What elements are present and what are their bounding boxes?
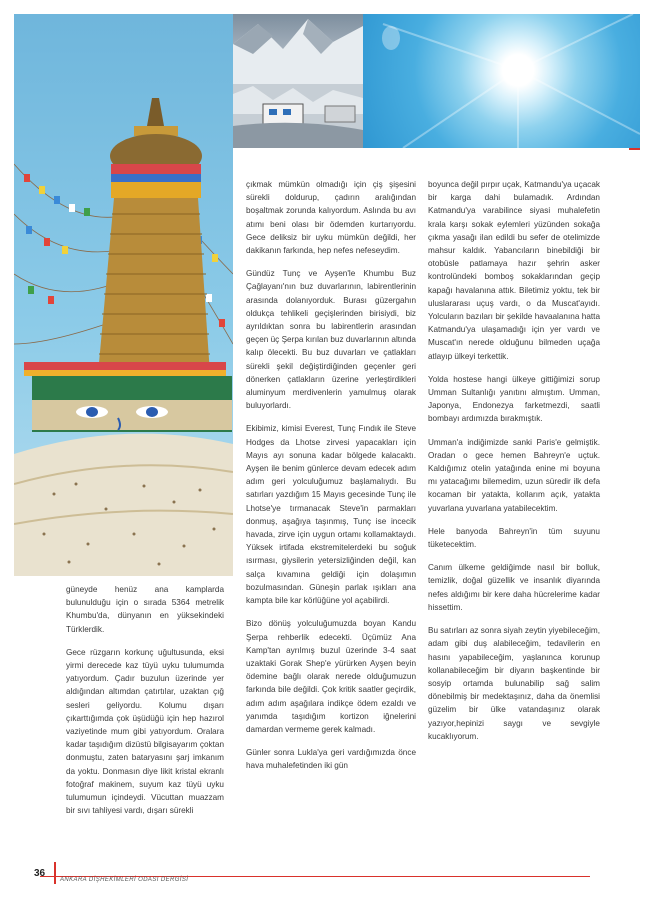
footer-tick bbox=[54, 862, 56, 884]
stupa-photo bbox=[14, 14, 233, 576]
paragraph: Ekibimiz, kimisi Everest, Tunç Fındık ile Steve Hodges da Lhotse zirvesi yapacakları için Mayıs ayı sonuna kadar bölgede kalacaktı. Ayşen ile benim günlerce devam edecek adım adım geri yolculuğumuz başlamalıydı. Bu satırları yazdığım 15 Mayıs gecesinde Tunç ile Lhotse'ye tırmanacak Steve'in parmakları donmuş, aşağıya taşınmış, Tunç ise incecik havada, zirve için uygun ortamı kollamaktaydı. Yüksek irtifada ekstremitelerdeki bu soğuk ısırması, giysilerin yetersizliğinden değil, kan salça kıvamına geldiği için dolaşımın bozulmasından. Güneşin parlak ışıkları ana kampta bile kar körlüğüne yol açabilirdi. bbox=[246, 424, 416, 606]
paragraph: Günler sonra Lukla'ya geri vardığımızda önce hava muhalefetinden iki gün bbox=[246, 748, 416, 771]
paragraph: Umman'a indiğimizde sanki Paris'e gelmiştik. Oradan o gece hemen Bahreyn'e uçtuk. Kaldığımız otelin yatağında enine mi boyuna mı yatacağımı bilemedim, uzun süredir ilk defa kocaman bir yatakta, kollarım açık, yatakta yuvarlana yuvarlana yatabilecektim. bbox=[428, 437, 600, 513]
paragraph: Yolda hostese hangi ülkeye gittiğimizi sorup Umman Sultanlığı yanıtını almıştım. Umman, Japonya, Endonezya farketmezdi, saatli bombayı ardımızda bırakmıştık. bbox=[428, 374, 600, 424]
paragraph: güneyde henüz ana kamplarda bulunulduğu için o sırada 5364 metrelik Khumbu'da, dünyanın en yüksekindeki Türklerdik. bbox=[66, 585, 224, 634]
publication-name: ANKARA DİŞHEKİMLERİ ODASI DERGİSİ bbox=[60, 877, 189, 883]
paragraph: Bizo dönüş yolculuğumuzda boyan Kandu Şerpa rehberlik edecekti. Üçümüz Ana Kamp'tan ayrılmış buzul üzerinde 3-4 saat uzaktaki Gorak Shep'e yürürken Ayşen beyin ödemine bağlı olarak nerede olduğumuzun farkında bile değildi. Çok kritik saatler geçirdik, adım adım aşağılara indikçe ödem ezaldı ve yanımda taşıdığım kortizon iğnelerini damardan vermeme gerek kalmadı. bbox=[246, 619, 416, 734]
glacier-photo bbox=[233, 14, 363, 148]
page-number: 36 bbox=[34, 868, 46, 879]
paragraph: Hele banyoda Bahreyn'in tüm suyunu tüketecektim. bbox=[428, 526, 600, 550]
paragraph: Gündüz Tunç ve Ayşen'le Khumbu Buz Çağlayanı'nın buz duvarlarının, labirentlerinin arasında dolanıyorduk. Burası güzergahın oldukça tehlikeli geçişlerinden birisiydi, biz ayrıldıktan sonra bu labirentlerin arasından geçen üç Şerpa kırılan buz duvarlarının altında kalıp ölecekti. Bu buz duvarları ve çatlakları sürekli şekil değiştirdiğinden geçenler geri dönerken çatlakların üzerine yerleştirdikleri aluminyum merdivenlerin yamulmuş olarak buluyorlardı. bbox=[246, 269, 416, 411]
accent-bar bbox=[629, 148, 640, 150]
text-column-2 bbox=[246, 178, 416, 783]
paragraph: Bu satırları az sonra siyah zeytin yiyebileceğim, adam gibi duş alabileceğim, tedavilerin en hasını yapabileceğim, yaşlanınca korunup kollanabileceğim bir diyarın başkentinde bir sosyip ortamda bulunabilip sağ salim dönebilmiş bir medektaşınız, daha da önemlisi güzelim bir ülke vatandaşınız olarak yazıyor,hepinizi saygı ve sevgiyle kucaklıyorum. bbox=[428, 626, 601, 741]
sun-sky-photo bbox=[363, 14, 640, 148]
paragraph: Canım ülkeme geldiğimde nasıl bir bolluk, temizlik, doğal güzellik ve insanlık diyarında nefes aldığımı bir kere daha hücrelerime kadar hissettim. bbox=[428, 563, 600, 612]
paragraph: boyunca değil pırpır uçak, Katmandu'ya uçacak bir karga dahi bulamadık. Ardından Katmandu'ya varabilince siyasi muhalefetin krala karşı sokak eylemleri yüzünden sokağa çıkma yasağı ilan edildi bu sefer de otelimizde mahsur kaldık. Yabancıların binebildiği bir otobüsle patlamaya hazır şehrin asker kontrolündeki bomboş sokaklarından geçip kapağı havalanına attık. Biletimiz yoktu, tek bir uluslararası uçuş vardı, o da Muscat'ayıdı. Yolcuların bazıları bir şekilde havaalanına hatta Katmandu'ya ulaşamadığı için yer vardı ve Muscat'ın nerede olduğunu bilmeden uçağa atlayıp ülkeyi terkettik. bbox=[428, 180, 600, 361]
text-column-3 bbox=[428, 178, 600, 753]
glacier-illustration bbox=[233, 14, 363, 148]
paragraph: çıkmak mümkün olmadığı için çiş şişesini sürekli doldurup, çadırın aralığından boşaltmak zorunda kalıyordum. Aslında bu avı atımı beni olası bir ödemden kurtarıyordu. Gece deliksiz bir uyku mümkün değildi, her dakikanın farkında, hep nefes nefeseydim. bbox=[246, 180, 416, 256]
stupa-illustration bbox=[14, 14, 233, 576]
paragraph: Gece rüzgarın korkunç uğultusunda, eksi yirmi derecede kaz tüyü uyku tulumumda yatıyordum. Çadır buzulun üzerinde yer aldığından altımdan çatırtılar, uzaktan çığ sesleri geliyordu. Kolumu dışarı çıkarttığımda çok üşüdüğü için hep hazırol vaziyetinde mum gibi yatıyordum. Oralara kadar taşıdığım dizüstü bilgisayarım çoktan donmuştu, zaten bataryasını şarj imkanım da yoktu. Donmasın diye likit kristal ekranlı fotoğraf makinem, suyum kaz tüyü uyku tulumumun içindeydi. Vücuttan muazzam bir sıvı tahliyesi vardı, dışarı sürekli bbox=[66, 647, 224, 816]
text-column-1 bbox=[66, 583, 224, 827]
sun-illustration bbox=[363, 14, 640, 148]
